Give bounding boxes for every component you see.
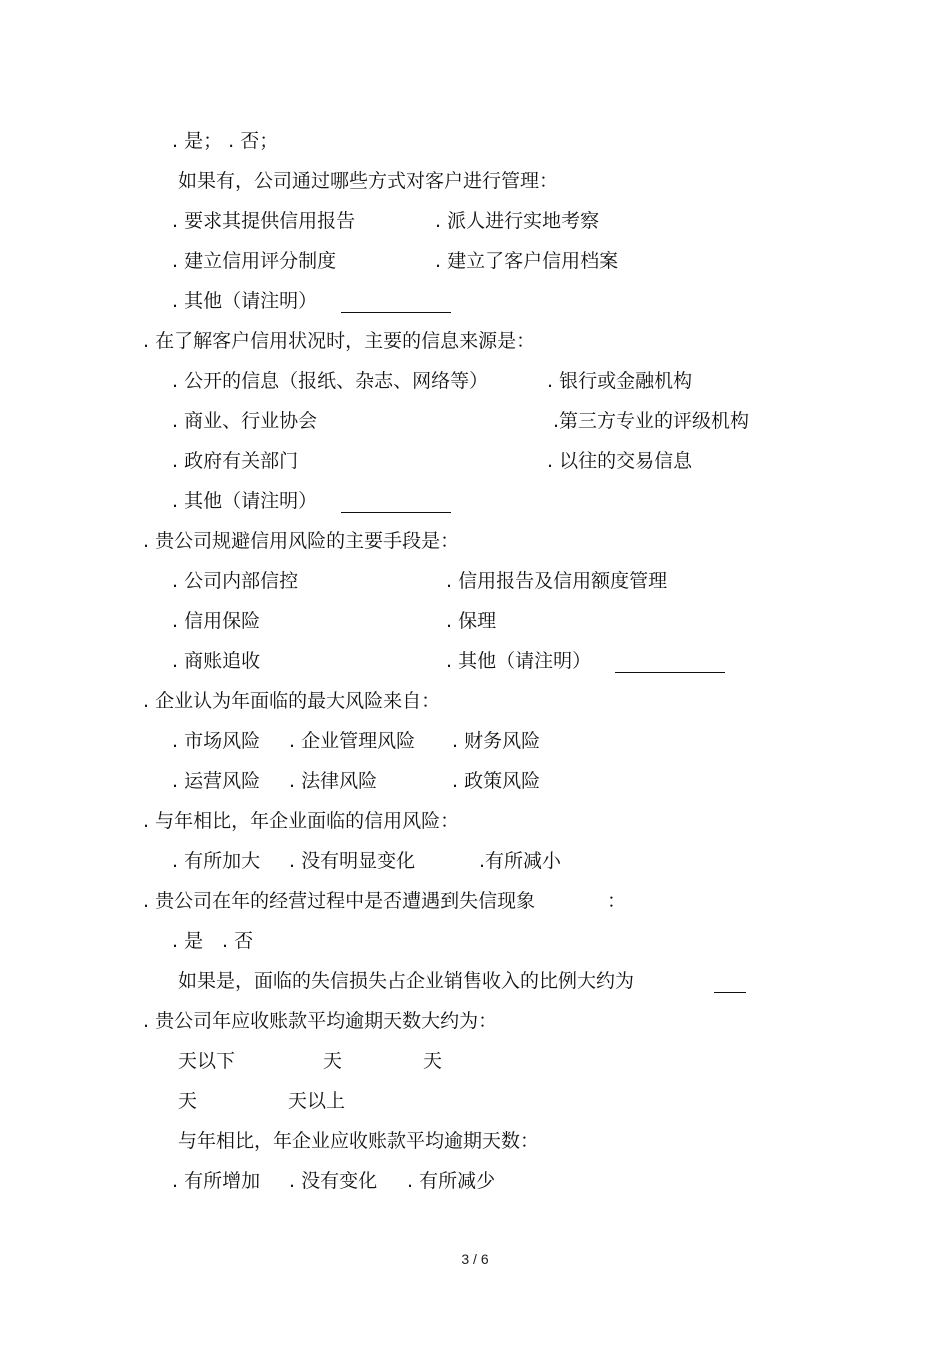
option: . 企业管理风险 [289,730,416,752]
option: . 市场风险 [172,730,261,752]
option: 天以下 [178,1050,236,1072]
question-title: . 贵公司规避信用风险的主要手段是： [143,530,460,552]
option: . 是 [172,930,204,952]
option: . 商业、行业协会 [172,410,318,432]
option: . 商账追收 [172,650,261,672]
question-colon: ： [607,890,627,912]
option: . 保理 [446,610,497,632]
option: . 没有变化 [289,1170,378,1192]
fill-in-blank[interactable] [341,312,451,313]
option: . 法律风险 [289,770,378,792]
fill-in-blank[interactable] [714,992,746,993]
option: 天 [178,1090,198,1112]
option: . 运营风险 [172,770,261,792]
option: . 有所增加 [172,1170,261,1192]
follow-up-question: 与年相比，年企业应收账款平均逾期天数： [178,1130,540,1152]
fill-in-blank[interactable] [341,512,451,513]
option-other: . 其他（请注明） [446,650,592,672]
question-title: . 贵公司年应收账款平均逾期天数大约为： [143,1010,498,1032]
option: . 信用保险 [172,610,261,632]
option: . 财务风险 [452,730,541,752]
option: . 以往的交易信息 [547,450,693,472]
option: .第三方专业的评级机构 [553,410,750,432]
option-other: . 其他（请注明） [172,290,318,312]
option: .有所减小 [479,850,562,872]
option: . 建立信用评分制度 [172,250,337,272]
question-title: . 在了解客户信用状况时，主要的信息来源是： [143,330,536,352]
fill-in-blank[interactable] [615,672,725,673]
option: . 信用报告及信用额度管理 [446,570,668,592]
option: . 建立了客户信用档案 [435,250,619,272]
option: 天以上 [288,1090,346,1112]
option-yes-no: . 是； . 否； [172,130,279,152]
option: . 有所加大 [172,850,261,872]
question-title: . 贵公司在年的经营过程中是否遭遇到失信现象 [143,890,536,912]
option: . 否 [222,930,254,952]
option: 天 [323,1050,343,1072]
option: . 政府有关部门 [172,450,299,472]
option: . 公开的信息（报纸、杂志、网络等） [172,370,489,392]
page-number: 3 / 6 [461,1251,489,1267]
option: . 没有明显变化 [289,850,416,872]
option: . 派人进行实地考察 [435,210,600,232]
option: . 有所减少 [407,1170,496,1192]
option: . 要求其提供信用报告 [172,210,356,232]
option: . 公司内部信控 [172,570,299,592]
option: . 政策风险 [452,770,541,792]
follow-up-question: 如果是，面临的失信损失占企业销售收入的比例大约为 [178,970,635,992]
option-other: . 其他（请注明） [172,490,318,512]
question-title: . 企业认为年面临的最大风险来自： [143,690,441,712]
follow-up-question: 如果有，公司通过哪些方式对客户进行管理： [178,170,559,192]
option: 天 [423,1050,443,1072]
question-title: . 与年相比，年企业面临的信用风险： [143,810,460,832]
option: . 银行或金融机构 [547,370,693,392]
